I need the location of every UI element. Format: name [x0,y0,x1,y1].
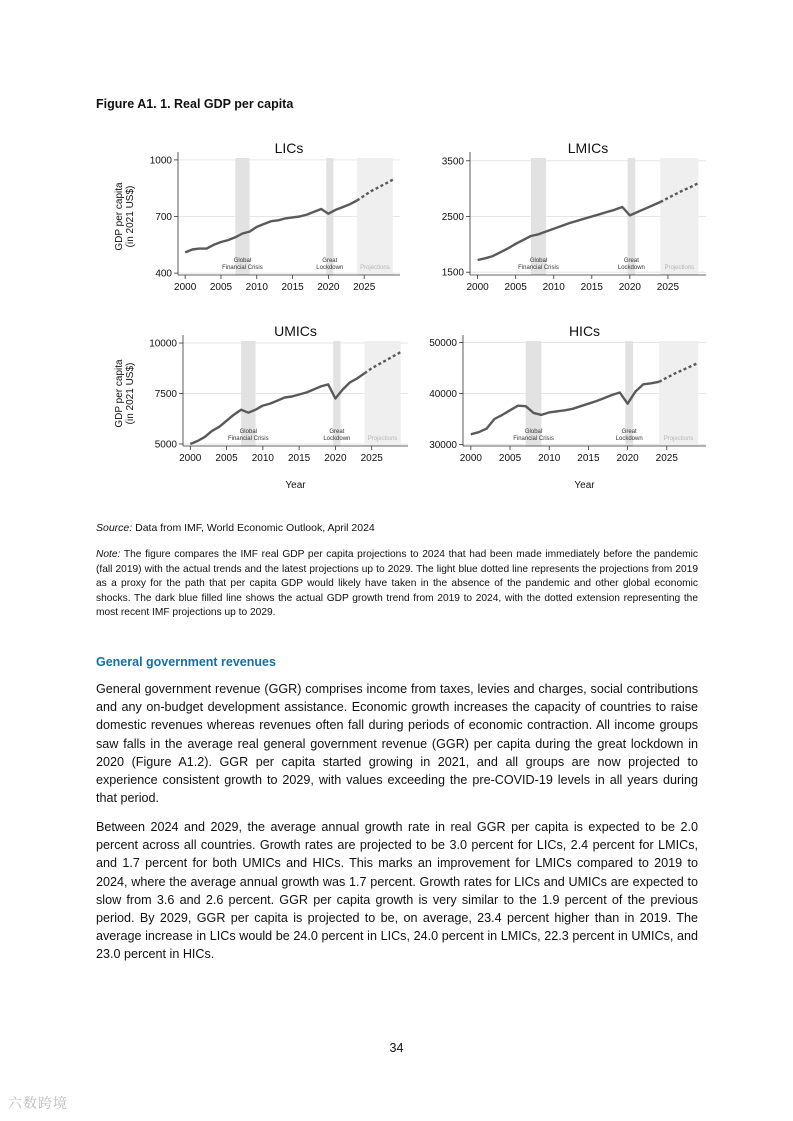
note-label: Note: [96,549,121,560]
annotation-label: Great [623,258,639,264]
x-tick-label: 2025 [655,453,678,464]
chart-title: UMICs [274,323,317,339]
annotation-label: Financial Crisis [518,265,559,271]
x-tick-label: 2000 [179,453,202,464]
y-tick-label: 1000 [149,155,172,167]
source-text: Data from IMF, World Economic Outlook, April 2024 [135,522,375,534]
annotation-label: Global [524,429,543,435]
x-tick-label: 2015 [281,282,304,293]
annotation-label: Financial Crisis [227,436,269,442]
annotation-label: Lockdown [617,265,645,271]
x-axis-title: Year [285,480,306,491]
x-tick-label: 2015 [580,282,603,293]
page-number: 34 [389,1041,404,1055]
annotation-label: Financial Crisis [513,436,554,442]
x-tick-label: 2025 [360,453,383,464]
x-tick-label: 2010 [251,453,274,464]
projection-region [364,341,400,446]
annotation-label: Projections [664,265,695,271]
watermark-logo [8,1093,68,1113]
chart-title: LICs [274,140,304,156]
x-tick-label: 2005 [504,282,527,293]
chart-hics [400,321,710,499]
projection-region [659,341,698,446]
y-tick-label: 30000 [429,439,457,451]
figure-note [96,548,698,621]
figure-title: Figure A1. 1. Real GDP per capita [96,97,294,111]
x-tick-label: 2000 [459,453,482,464]
x-tick-label: 2010 [542,282,565,293]
x-tick-label: 2020 [616,453,639,464]
annotation-label: Global [233,258,252,264]
source-label: Source: [96,522,133,534]
annotation-label: Financial Crisis [222,265,263,271]
x-tick-label: 2005 [215,453,238,464]
x-tick-label: 2010 [538,453,561,464]
chart-title: LMICs [567,140,609,156]
chart-lics [108,138,408,300]
annotation-label: Lockdown [323,436,351,442]
annotation-label: Projections [367,436,398,442]
x-tick-label: 2020 [324,453,347,464]
y-tick-label: 10000 [149,338,177,350]
x-tick-label: 2005 [498,453,522,464]
y-tick-label: 40000 [429,389,457,400]
y-axis-title-line: (in 2021 US$) [125,185,136,248]
watermark-text: 六数跨境 [8,1095,68,1111]
section-heading: General government revenues [96,655,276,669]
annotation-label: Projections [663,436,694,442]
figure-source [96,522,698,534]
annotation-label: Global [529,258,548,264]
x-tick-label: 2015 [288,453,311,464]
y-tick-label: 3500 [441,156,464,168]
paragraph-1: General government revenue (GGR) comprises income from taxes, levies and charges, social contributions and any on-budget development assistance. Economic growth increases the capacity of countries to raise domestic revenues whereas revenues often fall during periods of economic contraction. All income groups saw falls in the average real general government revenue (GGR) per capita during the great lockdown in 2020 (Figure A1.2). GGR per capita started growing in 2021, and all groups are now projected to experience consistent growth to 2029, with values exceeding the pre-COVID-19 levels in all years during that period. [96,682,698,806]
projection-region [660,158,698,275]
chart-title: HICs [568,323,601,339]
y-axis-title-line: GDP per capita [114,182,125,251]
x-tick-label: 2025 [656,282,680,293]
paragraph-2: Between 2024 and 2029, the average annual growth rate in real GGR per capita is expected to be 2.0 percent across all countries. Growth rates are projected to be 3.0 percent for LICs, 2.4 percent for LMICs, and 1.7 percent for both UMICs and HICs. This marks an improvement for LMICs compared to 2019 to 2024, where the average annual growth was 1.7 percent. Growth rates for LICs and UMICs are expected to slow from 3.6 and 2.6 percent. GGR per capita growth is very similar to the 1.9 percent of the previous period. By 2029, GGR per capita is projected to be, on average, 23.4 percent higher than in 2019. The average increase in LICs would be 24.0 percent in LICs, 24.0 percent in LMICs, 22.3 percent in UMICs, and 23.0 percent in HICs. [96,820,698,962]
y-axis-title [114,359,136,428]
x-tick-label: 2020 [317,282,340,293]
y-axis-title [114,182,136,251]
chart-lmics [400,138,710,300]
y-tick-label: 700 [155,212,172,223]
annotation-label: Global [239,429,257,435]
y-tick-label: 2500 [441,212,464,223]
chart-umics [108,321,408,499]
annotation-label: Lockdown [615,436,643,442]
y-axis-title-line: (in 2021 US$) [125,362,136,425]
y-tick-label: 400 [155,268,172,280]
y-tick-label: 1500 [441,267,464,279]
y-tick-label: 5000 [154,439,177,451]
x-tick-label: 2000 [466,282,489,293]
x-tick-label: 2010 [245,282,268,293]
x-tick-label: 2005 [209,282,233,293]
annotation-label: Great [322,258,338,264]
annotation-label: Great [329,429,345,435]
annotation-label: Projections [360,265,390,271]
y-tick-label: 50000 [429,338,457,350]
note-text: The figure compares the IMF real GDP per capita projections to 2024 that had been made immediately before the pandemic (fall 2019) with the actual trends and the latest projections up to 2029. The light blue dotted line represents the projections from 2019 as a proxy for the path that per capita GDP would likely have taken in the absence of the pandemic and other global economic shocks. The dark blue filled line shows the actual GDP growth trend from 2019 to 2024, with the dotted extension representing the most recent IMF projections up to 2029. [96,549,698,619]
annotation-label: Great [621,429,637,435]
projection-region [357,158,393,275]
annotation-label: Lockdown [316,265,344,271]
y-tick-label: 7500 [154,389,177,400]
y-axis-title-line: GDP per capita [114,359,125,428]
x-tick-label: 2000 [174,282,197,293]
x-axis-title: Year [574,480,595,491]
x-tick-label: 2020 [618,282,641,293]
x-tick-label: 2025 [353,282,376,293]
x-tick-label: 2015 [577,453,600,464]
